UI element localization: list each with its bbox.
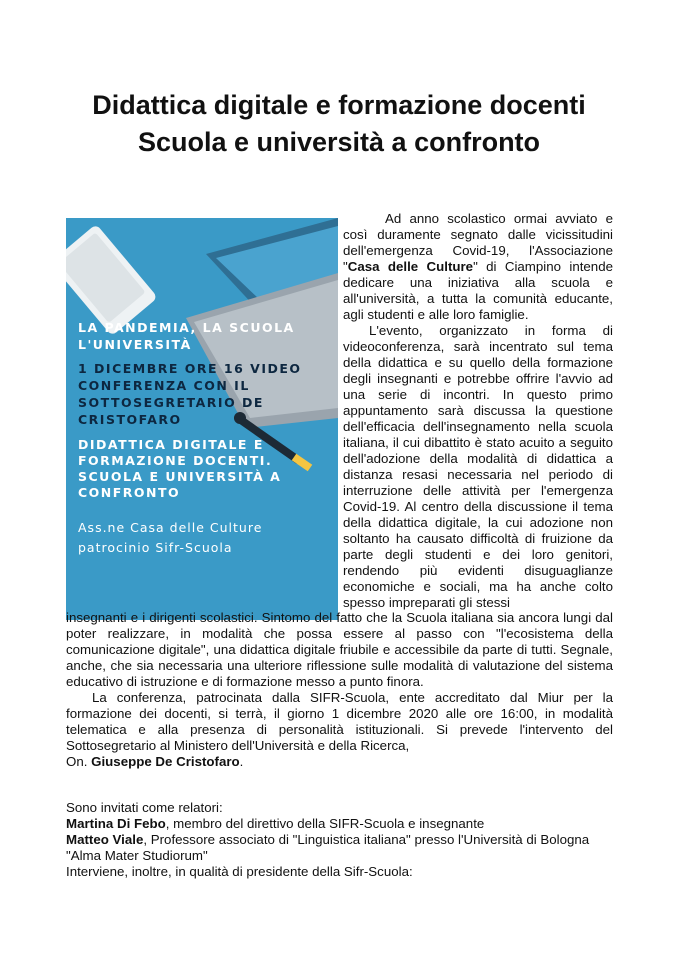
association-name: Casa delle Culture [347,259,474,274]
poster-org-line2: patrocinio Sifr-Scuola [78,540,233,555]
paragraph-event-continued: insegnanti e i dirigenti scolastici. Sintomo del fatto che la Scuola italiana sia ancora lungi dal poter realizzare, in modalità che possa essere al passo con "l'ecosistema della comunicazione digitale", una didattica digitale friubile e accessibile da parte di tutti. Segnale, anche, che sia necessaria una ulteriore riflessione sulle modalità di valutazione del sistema educativo di istruzione e di formazione messo a punto finora. [66,610,613,689]
period: . [239,754,244,769]
speakers-intro: Sono invitati come relatori: [66,800,223,815]
conference-text: La conferenza, patrocinata dalla SIFR-Scuola, ente accreditato dal Miur per la formazione dei docenti, si terrà, il giorno 1 dicembre 2020 alle ore 16:00, in modalità telematica e alla presenza di personalità istituzionali. Si prevede l'intervento del Sottosegretario al Ministero dell'Università e della Ricerca, [66,690,613,753]
poster-heading3-line4: CONFRONTO [78,485,181,500]
paragraph-event: L'evento, organizzato in forma di videoconferenza, sarà incentrato sul tema della didattica e su quello della formazione degli insegnanti e potrebbe offrire l'avvio ad una serie di incontri. In questo primo appuntamento sarà discussa la questione dell'efficacia dell'insegnamento nella scuola italiana, il cui dibattito è stato acuito a seguito dell'adozione della modalità di didattica a distanza resasi necessaria nel periodo di interruzione delle attività per l'emergenza Covid-19. Al centro della discussione il tema della didattica digitale, la cui adozione non soltanto ha causato difficoltà di fruizione da parte degli studenti e dei loro genitori, rendendo più evidenti disuguaglianze economiche e sociali, ma ha anche colto spesso impreparati gli stessi [343,323,613,610]
on-prefix: On. [66,754,92,769]
speaker-2-name: Matteo Viale [66,832,144,847]
intro-text-end: " di Ciampino intende dedicare una iniziativa alla scuola e all'università, a tutta la comunità educante, agli studenti e alle loro famiglie. [343,259,613,322]
undersecretary-name: Giuseppe De Cristofaro [91,754,240,769]
article-column [343,211,613,611]
paragraph-conference [66,690,613,754]
speaker-1 [66,816,626,832]
poster-organizer [78,518,262,558]
page-title-line2: Scuola e università a confronto [137,127,541,157]
poster-heading-topic [78,437,281,501]
poster-heading-pandemic [78,319,295,353]
article-full-width [66,610,613,770]
poster-heading1-line1: LA PANDEMIA, LA SCUOLA [78,320,295,335]
speaker-2-role: , Professore associato di "Linguistica italiana" presso l'Università di Bologna "Alma Mater Studiorum" [66,832,590,863]
poster-heading3-line3: SCUOLA E UNIVERSITÀ A [78,469,282,484]
undersecretary-line [66,754,613,770]
speaker-2 [66,832,626,864]
poster-heading1-line2: L'UNIVERSITÀ [78,337,192,352]
poster-heading2-line2: CONFERENZA CON IL [78,378,250,393]
page-title-line1: Didattica digitale e formazione docenti [92,90,586,120]
speakers-section [66,800,626,880]
poster-heading3-line1: DIDATTICA DIGITALE E [78,437,264,452]
paragraph-intro [343,211,613,323]
poster-heading3-line2: FORMAZIONE DOCENTI. [78,453,273,468]
poster-heading-date [78,360,338,428]
event-poster [66,218,338,620]
speaker-1-role: , membro del direttivo della SIFR-Scuola e insegnante [165,816,485,831]
poster-heading2-line1: 1 DICEMBRE ORE 16 VIDEO [78,361,302,376]
poster-org-line1: Ass.ne Casa delle Culture [78,520,263,535]
poster-heading2-line3: SOTTOSEGRETARIO DE CRISTOFARO [78,395,264,427]
speaker-1-name: Martina Di Febo [66,816,166,831]
speakers-closing: Interviene, inoltre, in qualità di presidente della Sifr-Scuola: [66,864,413,879]
intro-text-start: Ad anno scolastico ormai avviato e così duramente segnato dalle vicissitudini dell'emergenza Covid-19, l'Associazione " [343,211,613,274]
